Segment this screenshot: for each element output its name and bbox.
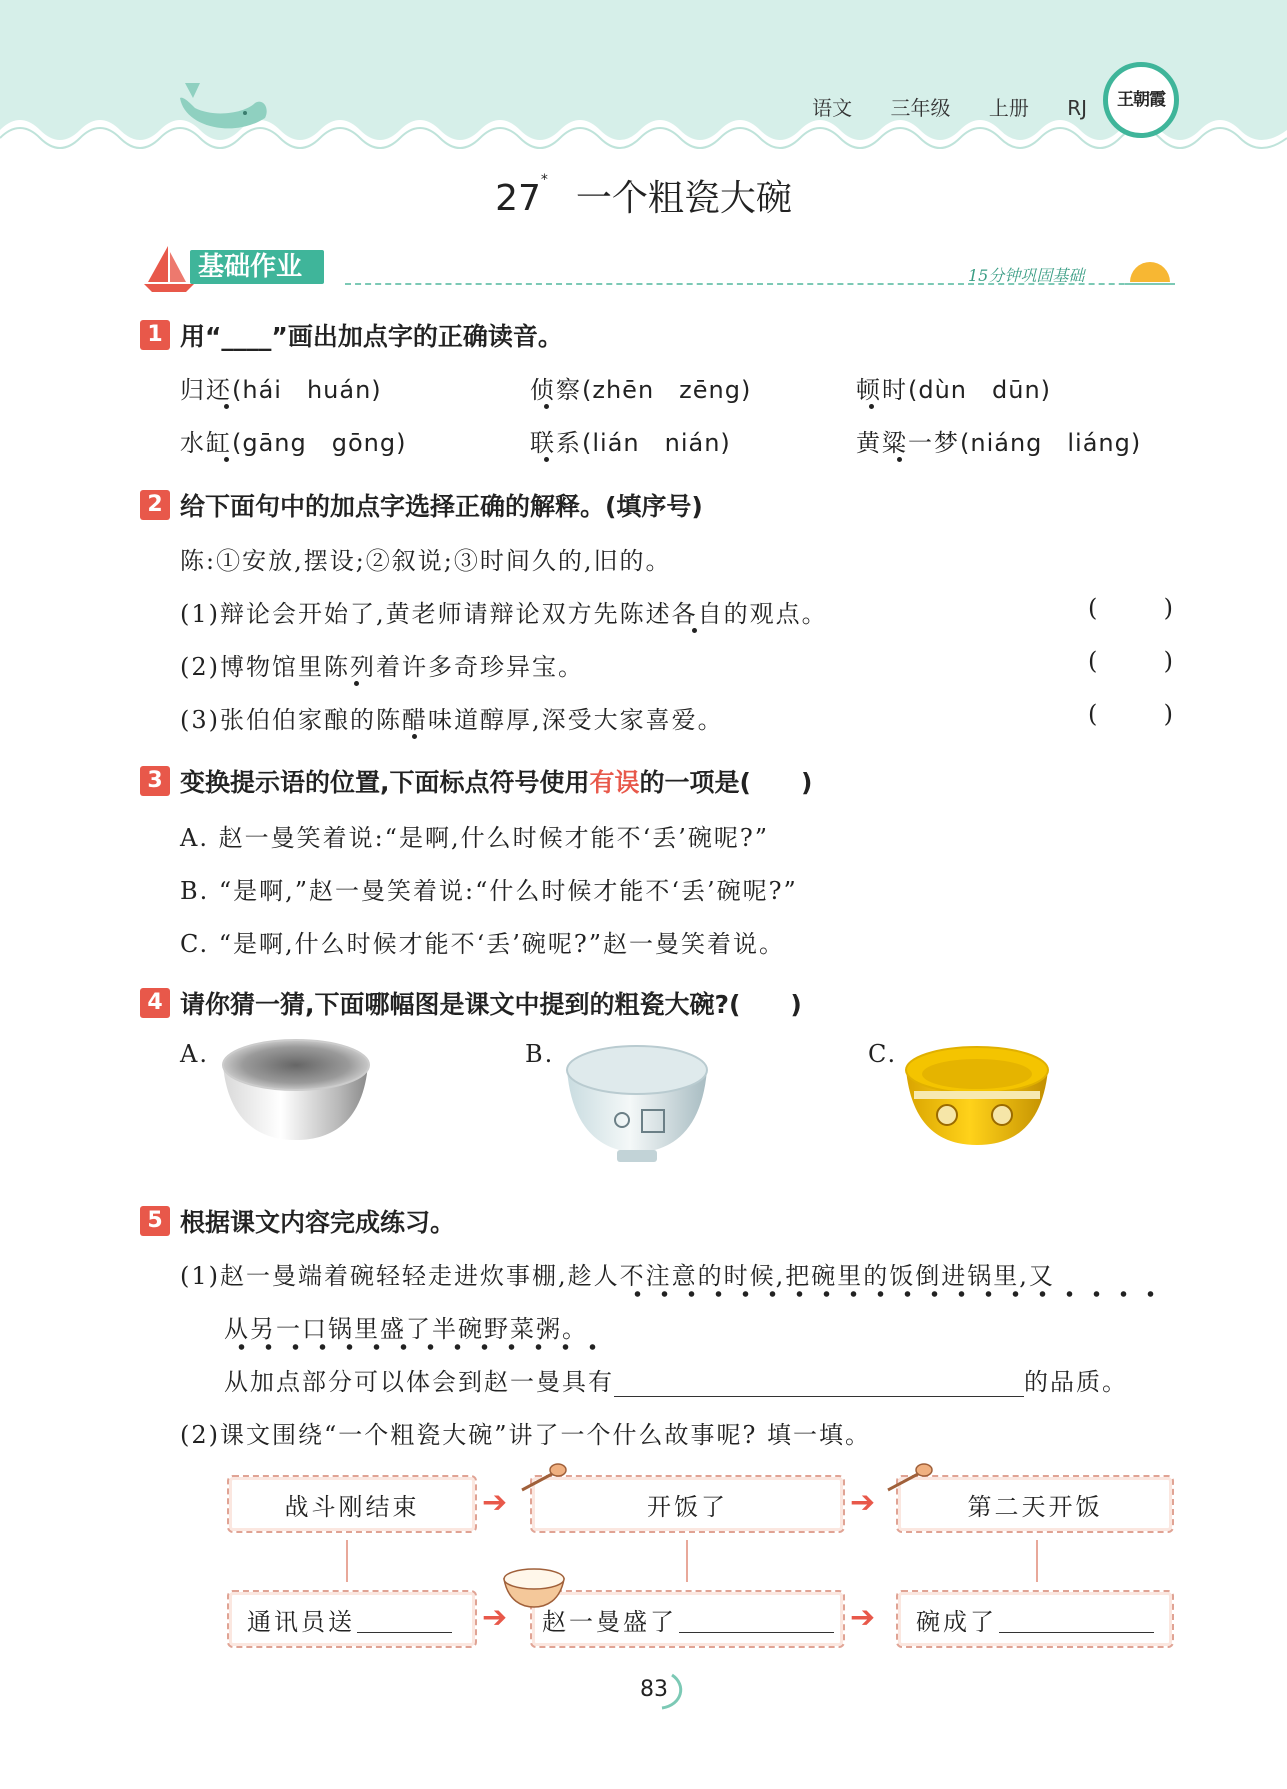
q4-prompt: 请你猜一猜,下面哪幅图是课文中提到的粗瓷大碗?( )	[180, 990, 802, 1019]
q3-heading	[140, 763, 812, 799]
emphasis-dots	[228, 1344, 606, 1350]
flow-box-battle-end: 战斗刚结束	[227, 1475, 477, 1533]
q1-item-6: 黄粱一梦(niáng liáng)	[856, 429, 1142, 457]
arrow-right-icon: ➔	[850, 1485, 876, 1520]
flow-box-bowl-became: 碗成了	[896, 1590, 1174, 1648]
q4-label-c: C.	[868, 1040, 898, 1068]
spoon-icon	[518, 1462, 568, 1494]
header-volume: 上册	[988, 96, 1029, 120]
q2-item-2: (2)博物馆里陈列着许多奇珍异宝。	[180, 653, 584, 681]
q3-number: 3	[140, 766, 170, 796]
q3-option-c: C. “是啊,什么时候才能不‘丢’碗呢?”赵一曼笑着说。	[180, 930, 786, 958]
flow-blank-2[interactable]	[679, 1606, 834, 1633]
bowl-icon	[502, 1565, 566, 1609]
q5-prompt: 根据课文内容完成练习。	[180, 1208, 456, 1237]
arrow-right-icon: ➔	[850, 1600, 876, 1635]
q2-answer-3[interactable]: ( )	[1088, 700, 1173, 728]
q3-prompt-after: 的一项是( )	[639, 768, 813, 797]
flow-box-messenger: 通讯员送	[227, 1590, 477, 1648]
q2-answer-1[interactable]: ( )	[1088, 594, 1173, 622]
flow-box-zhao-yiman: 赵一曼盛了	[530, 1590, 845, 1648]
q2-item-1: (1)辩论会开始了,黄老师请辩论双方先陈述各自的观点。	[180, 600, 828, 628]
lesson-title-text: 一个粗瓷大碗	[575, 178, 792, 219]
q2-heading	[140, 487, 703, 523]
flow-blank-1[interactable]	[357, 1606, 452, 1633]
white-porcelain-bowl-image	[562, 1040, 712, 1168]
emphasis-dot	[412, 734, 417, 739]
q4-label-b: B.	[525, 1040, 555, 1068]
whale-icon	[175, 78, 275, 138]
emphasis-dot	[224, 404, 229, 409]
header-edition: RJ	[1067, 96, 1087, 120]
q1-heading	[140, 317, 563, 353]
q5-answer-blank[interactable]	[614, 1372, 1024, 1397]
q3-option-b: B. “是啊,”赵一曼笑着说:“什么时候才能不‘丢’碗呢?”	[180, 877, 798, 905]
q1-item-1: 归还(hái huán)	[180, 376, 382, 404]
emphasis-dot	[354, 681, 359, 686]
q1-number: 1	[140, 320, 170, 350]
q3-prompt-before: 变换提示语的位置,下面标点符号使用	[180, 768, 590, 797]
q2-definition: 陈:①安放,摆设;②叙说;③时间久的,旧的。	[180, 547, 672, 575]
steel-bowl-image	[218, 1035, 373, 1145]
q5-heading	[140, 1203, 455, 1239]
section-label: 基础作业	[190, 250, 324, 284]
q5-part1-fill: 从加点部分可以体会到赵一曼具有 的品质。	[224, 1368, 1128, 1396]
q3-prompt-emphasis: 有误	[589, 768, 640, 797]
header-meta	[794, 92, 1087, 121]
emphasis-dot	[544, 404, 549, 409]
emphasis-dot	[544, 457, 549, 462]
flow-connector	[686, 1540, 688, 1582]
emphasis-dot	[224, 457, 229, 462]
q2-answer-2[interactable]: ( )	[1088, 647, 1173, 675]
q2-number: 2	[140, 490, 170, 520]
q5-number: 5	[140, 1206, 170, 1236]
q2-prompt: 给下面句中的加点字选择正确的解释。(填序号)	[180, 492, 703, 521]
q1-item-3: 顿时(dùn dūn)	[856, 376, 1052, 404]
q2-item-3: (3)张伯伯家酿的陈醋味道醇厚,深受大家喜爱。	[180, 706, 724, 734]
emphasis-dots	[624, 1291, 1170, 1297]
q5-part2: (2)课文围绕“一个粗瓷大碗”讲了一个什么故事呢? 填一填。	[180, 1421, 872, 1449]
q4-number: 4	[140, 988, 170, 1018]
q5-part1-line1: (1)赵一曼端着碗轻轻走进炊事棚,趁人不注意的时候,把碗里的饭倒进锅里,又	[180, 1262, 1055, 1290]
lesson-title	[0, 170, 1287, 221]
arrow-right-icon: ➔	[482, 1485, 508, 1520]
page-number: 83	[640, 1677, 668, 1702]
flow-box-next-day: 第二天开饭	[896, 1475, 1174, 1533]
flow-connector	[1036, 1540, 1038, 1582]
q4-label-a: A.	[180, 1040, 209, 1068]
emphasis-dot	[692, 628, 697, 633]
q1-item-2: 侦察(zhēn zēng)	[530, 376, 752, 404]
q1-item-4: 水缸(gāng gōng)	[180, 429, 407, 457]
brand-logo-text: 王朝霞	[1117, 90, 1165, 110]
flow-blank-3[interactable]	[999, 1606, 1154, 1633]
q4-heading	[140, 985, 802, 1021]
q3-option-a: A. 赵一曼笑着说:“是啊,什么时候才能不‘丢’碗呢?”	[180, 824, 769, 852]
flow-connector	[346, 1540, 348, 1582]
sunrise-icon	[1125, 252, 1175, 288]
lesson-number: 27*	[495, 172, 548, 219]
emphasis-dot	[897, 457, 902, 462]
flow-box-meal-time: 开饭了	[530, 1475, 845, 1533]
emphasis-dot	[869, 404, 874, 409]
header-subject: 语文	[812, 96, 853, 120]
section-note: 15分钟巩固基础	[968, 266, 1085, 285]
header-grade: 三年级	[890, 96, 951, 120]
q1-prompt: 用“____”画出加点字的正确读音。	[180, 322, 563, 351]
q5-part1-line2: 从另一口锅里盛了半碗野菜粥。	[224, 1315, 588, 1343]
q1-item-5: 联系(lián nián)	[530, 429, 731, 457]
page-number-swoosh	[632, 1670, 687, 1710]
spoon-icon	[884, 1462, 934, 1494]
yellow-bowl-image	[902, 1040, 1052, 1152]
arrow-right-icon: ➔	[482, 1600, 508, 1635]
brand-badge	[1103, 62, 1179, 138]
